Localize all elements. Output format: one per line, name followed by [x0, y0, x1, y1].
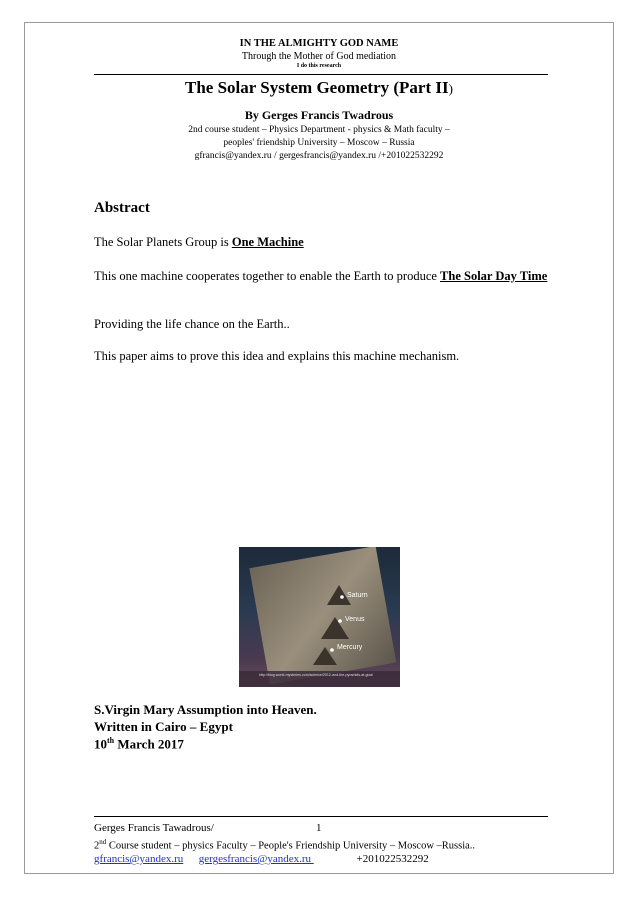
header-line-1: IN THE ALMIGHTY GOD NAME: [239, 38, 399, 49]
abstract-p2-emphasis: The Solar Day Time: [440, 269, 548, 283]
abstract-paragraph-2: [94, 268, 549, 285]
author-contact: gfrancis@yandex.ru / gergesfrancis@yandex.ru /+201022532292: [194, 151, 444, 161]
author-affiliation-2: peoples' friendship University – Moscow – Russia: [223, 138, 415, 148]
footer-line2-rest: Course student – physics Faculty – People's Friendship University – Moscow –Russia..: [106, 840, 476, 852]
header-rule: [94, 74, 548, 75]
footer-line2-sup: nd: [99, 838, 107, 846]
abstract-heading: Abstract: [94, 200, 150, 216]
author-name: By Gerges Francis Twadrous: [244, 108, 394, 122]
photo-caption-url: http://blog.world-mysteries.com/science/2012-and-the-pyramids-at-giza/: [259, 673, 374, 677]
abstract-paragraph-3: Providing the life chance on the Earth..: [94, 317, 290, 331]
footer-author: Gerges Francis Tawadrous/: [94, 822, 214, 834]
photo-label-venus: Venus: [345, 616, 365, 623]
footer-phone: +201022532292: [356, 853, 429, 865]
photo-graphic: [239, 547, 400, 687]
footer-line-2: [94, 838, 475, 852]
author-affiliation-1: 2nd course student – Physics Department - physics & Math faculty –: [188, 125, 450, 135]
closing-date-rest: March 2017: [114, 736, 184, 752]
abstract-p1-text: The Solar Planets Group is: [94, 235, 232, 249]
closing-date-sup: th: [107, 736, 115, 745]
footer-line-3: [94, 853, 429, 865]
abstract-paragraph-4: This paper aims to prove this idea and explains this machine mechanism.: [94, 349, 460, 363]
closing-line-2: Written in Cairo – Egypt: [94, 719, 233, 734]
header-line-3: I do this research: [296, 63, 342, 69]
closing-date: [94, 736, 184, 752]
abstract-p1-emphasis: One Machine: [231, 235, 304, 249]
photo-label-saturn: Saturn: [347, 592, 368, 599]
paper-title: [0, 78, 638, 98]
closing-date-day: 10: [94, 736, 107, 752]
abstract-p2-text: This one machine cooperates together to enable the Earth to produce: [94, 269, 441, 283]
footer-email-2-link[interactable]: gergesfrancis@yandex.ru: [198, 853, 314, 865]
footer-line-1: [94, 822, 322, 834]
footer-rule: [94, 816, 548, 817]
footer-line2-pre: 2: [94, 840, 100, 852]
closing-line-1: S.Virgin Mary Assumption into Heaven.: [94, 702, 317, 717]
paper-title-main: The Solar System Geometry (Part II: [185, 78, 449, 97]
header-line-2: Through the Mother of God mediation: [241, 51, 397, 62]
photo-label-mercury: Mercury: [337, 644, 363, 651]
pyramids-planets-photo: [239, 547, 400, 687]
paper-title-end: ): [448, 81, 453, 96]
footer-email-1-link[interactable]: gfrancis@yandex.ru: [94, 853, 184, 865]
footer-page-number: 1: [316, 822, 322, 834]
abstract-paragraph-1: [94, 234, 549, 251]
